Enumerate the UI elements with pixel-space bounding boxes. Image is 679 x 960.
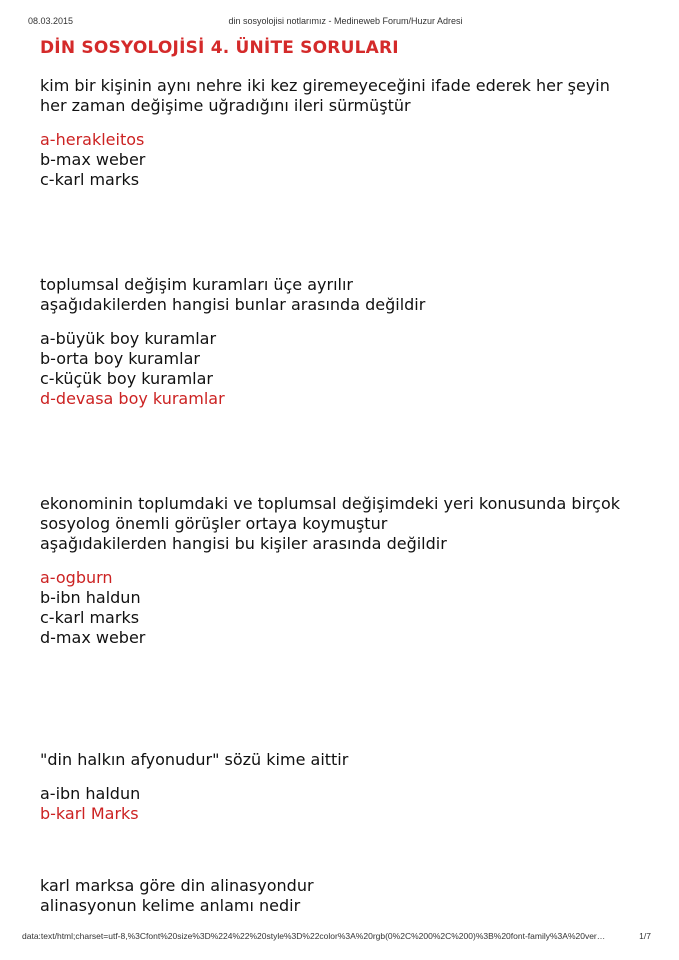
answer-options (40, 784, 652, 824)
answer-option: d-max weber (40, 628, 146, 647)
answer-option: a-büyük boy kuramlar (40, 329, 217, 348)
question-line: "din halkın afyonudur" sözü kime aittir (40, 750, 349, 769)
question-line: alinasyonun kelime anlamı nedir (40, 896, 301, 915)
answer-option: b-orta boy kuramlar (40, 349, 200, 368)
answer-options (40, 130, 652, 190)
question-line: kim bir kişinin aynı nehre iki kez giremeyeceğini ifade ederek her şeyin (40, 76, 610, 95)
answer-options (40, 568, 652, 648)
answer-option: c-küçük boy kuramlar (40, 369, 213, 388)
question-line: ekonominin toplumdaki ve toplumsal değişimdeki yeri konusunda birçok (40, 494, 621, 513)
answer-option: a-herakleitos (40, 130, 145, 149)
question-line: toplumsal değişim kuramları üçe ayrılır (40, 275, 353, 294)
question-block (40, 750, 652, 824)
print-footer (22, 931, 651, 943)
answer-option: c-karl marks (40, 608, 140, 627)
page-title: DİN SOSYOLOJİSİ 4. ÜNİTE SORULARI (40, 38, 399, 58)
question-line: her zaman değişime uğradığını ileri sürmüştür (40, 96, 411, 115)
question-line: sosyolog önemli görüşler ortaya koymuştur (40, 514, 388, 533)
question-block (40, 876, 652, 916)
question-line: aşağıdakilerden hangisi bu kişiler arasında değildir (40, 534, 447, 553)
question-line: aşağıdakilerden hangisi bunlar arasında değildir (40, 295, 426, 314)
answer-option: b-karl Marks (40, 804, 139, 823)
answer-option: b-ibn haldun (40, 588, 141, 607)
answer-option: a-ibn haldun (40, 784, 141, 803)
question-block (40, 76, 652, 190)
answer-option: d-devasa boy kuramlar (40, 389, 225, 408)
print-header (28, 16, 651, 28)
answer-options (40, 329, 652, 409)
page-number: 1/7 (639, 931, 651, 941)
question-block (40, 275, 652, 409)
question-line: karl marksa göre din alinasyondur (40, 876, 314, 895)
answer-option: a-ogburn (40, 568, 113, 587)
print-date: 08.03.2015 (28, 16, 74, 26)
question-block (40, 494, 652, 648)
print-url: data:text/html;charset=utf-8,%3Cfont%20size%3D%224%22%20style%3D%22color%3A%20rgb(0%2C%200%2C%200)%3B%20font-family%3A%20ver… (22, 931, 606, 941)
print-page-title: din sosyolojisi notlarımız - Medineweb Forum/Huzur Adresi (228, 16, 463, 26)
answer-option: b-max weber (40, 150, 146, 169)
answer-option: c-karl marks (40, 170, 140, 189)
